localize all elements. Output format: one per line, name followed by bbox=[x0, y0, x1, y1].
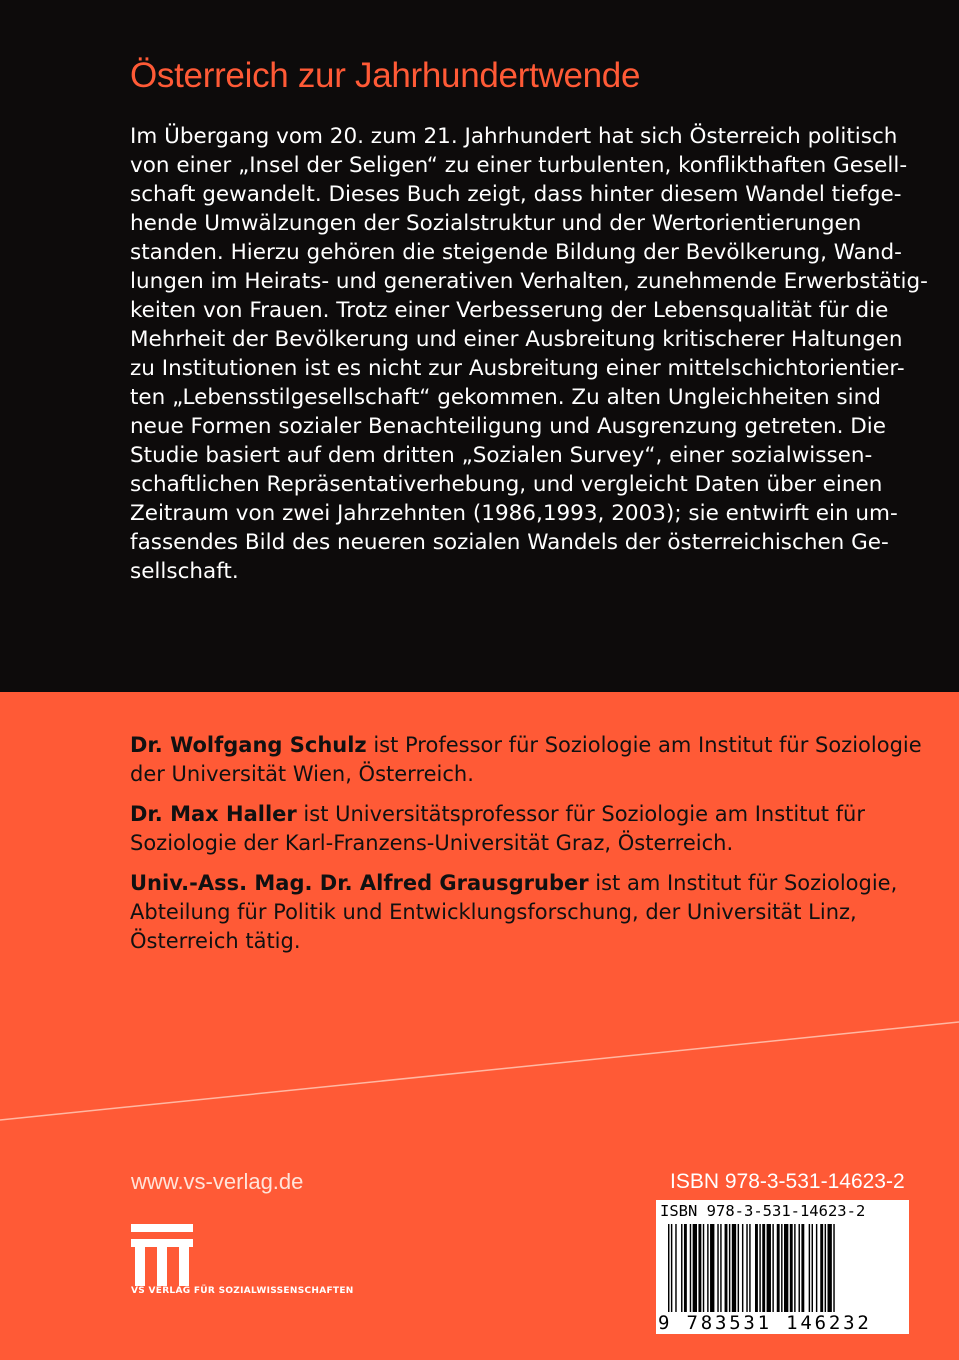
barcode-bar bbox=[668, 1224, 669, 1312]
barcode-digits: 9 783531 146232 bbox=[658, 1312, 872, 1334]
blurb-line: standen. Hierzu gehören die steigende Bildung der Bevölkerung, Wand- bbox=[130, 240, 902, 265]
author-name: Dr. Max Haller bbox=[130, 802, 297, 826]
author-name: Dr. Wolfgang Schulz bbox=[130, 733, 367, 757]
author-bio-line: Abteilung für Politik und Entwicklungsforschung, der Universität Linz, bbox=[130, 900, 857, 924]
barcode-bar bbox=[690, 1224, 691, 1312]
blurb-line: ten „Lebensstilgesellschaft“ gekommen. Zu alten Ungleichheiten sind bbox=[130, 385, 881, 410]
blurb-line: schaft gewandelt. Dieses Buch zeigt, dass hinter diesem Wandel tiefge- bbox=[130, 182, 902, 207]
blurb-line: schaftlichen Repräsentativerhebung, und vergleicht Daten über einen bbox=[130, 472, 883, 497]
publisher-website: www.vs-verlag.de bbox=[131, 1169, 304, 1194]
barcode-bar bbox=[742, 1224, 743, 1312]
barcode-bar bbox=[684, 1224, 687, 1312]
barcode-bar bbox=[755, 1224, 758, 1312]
blurb-line: Im Übergang vom 20. zum 21. Jahrhundert hat sich Österreich politisch bbox=[130, 124, 898, 149]
publisher-imprint: VS VERLAG FÜR SOZIALWISSENSCHAFTEN bbox=[131, 1286, 354, 1296]
barcode-bar bbox=[781, 1224, 782, 1312]
author-bio-text: ist Universitätsprofessor für Soziologie am Institut für bbox=[296, 802, 866, 826]
blurb-line: zu Institutionen ist es nicht zur Ausbreitung einer mittelschichtorientier- bbox=[130, 356, 905, 381]
blurb-line: lungen im Heirats- und generativen Verhalten, zunehmende Erwerbstätig- bbox=[130, 269, 928, 294]
blurb-line: hende Umwälzungen der Sozialstruktur und der Wertorientierungen bbox=[130, 211, 862, 236]
barcode-bar bbox=[693, 1224, 697, 1312]
barcode-bar bbox=[681, 1224, 682, 1312]
barcode-bar bbox=[777, 1224, 780, 1312]
barcode-bar bbox=[671, 1224, 672, 1312]
blurb-line: fassendes Bild des neueren sozialen Wandels der österreichischen Ge- bbox=[130, 530, 889, 555]
isbn-caption: ISBN 978-3-531-14623-2 bbox=[670, 1170, 905, 1193]
author-bio-line: der Universität Wien, Österreich. bbox=[130, 762, 474, 786]
barcode-bar bbox=[675, 1224, 676, 1312]
barcode-bar bbox=[710, 1224, 714, 1312]
blurb-line: keiten von Frauen. Trotz einer Verbesserung der Lebensqualität für die bbox=[130, 298, 889, 323]
barcode-bar bbox=[703, 1224, 704, 1312]
barcode-bar bbox=[720, 1224, 721, 1312]
barcode-isbn: ISBN 978-3-531-14623-2 bbox=[660, 1202, 866, 1220]
barcode-bar bbox=[790, 1224, 793, 1312]
barcode-bar bbox=[820, 1224, 823, 1312]
barcode-bar bbox=[825, 1224, 826, 1312]
author-name: Univ.-Ass. Mag. Dr. Alfred Grausgruber bbox=[130, 871, 589, 895]
barcode-bar bbox=[799, 1224, 800, 1312]
author-bio-text: ist am Institut für Soziologie, bbox=[588, 871, 898, 895]
blurb-line: Mehrheit der Bevölkerung und einer Ausbreitung kritischerer Haltungen bbox=[130, 327, 903, 352]
barcode-bar bbox=[707, 1224, 708, 1312]
author-bio-text: ist Professor für Soziologie am Institut für Soziologie bbox=[366, 733, 922, 757]
barcode-bar bbox=[833, 1224, 834, 1312]
barcode-bar bbox=[738, 1224, 739, 1312]
barcode-bar bbox=[816, 1224, 817, 1312]
barcode-bar bbox=[729, 1224, 730, 1312]
barcode-bar bbox=[759, 1224, 760, 1312]
author-bio-line: Österreich tätig. bbox=[130, 929, 301, 953]
blurb-line: neue Formen sozialer Benachteiligung und Ausgrenzung getreten. Die bbox=[130, 414, 887, 439]
barcode-bar bbox=[717, 1224, 718, 1312]
vs-verlag-logo-icon bbox=[131, 1224, 193, 1286]
author-bio-line: Soziologie der Karl-Franzens-Universität Graz, Österreich. bbox=[130, 831, 734, 855]
barcode-bar bbox=[749, 1224, 750, 1312]
barcode-bar bbox=[732, 1224, 736, 1312]
blurb-line: von einer „Insel der Seligen“ zu einer turbulenten, konflikthaften Gesell- bbox=[130, 153, 908, 178]
barcode-bar bbox=[812, 1224, 813, 1312]
blurb-line: Zeitraum von zwei Jahrzehnten (1986,1993, 2003); sie entwirft ein um- bbox=[130, 501, 898, 526]
blurb-line: Studie basiert auf dem dritten „Sozialen Survey“, einer sozialwissen- bbox=[130, 443, 873, 468]
barcode-bar bbox=[762, 1224, 765, 1312]
barcode-bar bbox=[809, 1224, 810, 1312]
blurb-line: sellschaft. bbox=[130, 559, 239, 584]
barcode-bar bbox=[767, 1224, 771, 1312]
barcode-bar bbox=[801, 1224, 804, 1312]
barcode-bar bbox=[794, 1224, 795, 1312]
barcode-bar bbox=[725, 1224, 728, 1312]
barcode-bar bbox=[784, 1224, 788, 1312]
barcode-bar bbox=[746, 1224, 747, 1312]
barcode-box bbox=[656, 1200, 909, 1334]
book-title: Österreich zur Jahrhundertwende bbox=[130, 56, 641, 95]
barcode-bar bbox=[772, 1224, 773, 1312]
barcode-bar bbox=[828, 1224, 832, 1312]
barcode-bar bbox=[698, 1224, 701, 1312]
